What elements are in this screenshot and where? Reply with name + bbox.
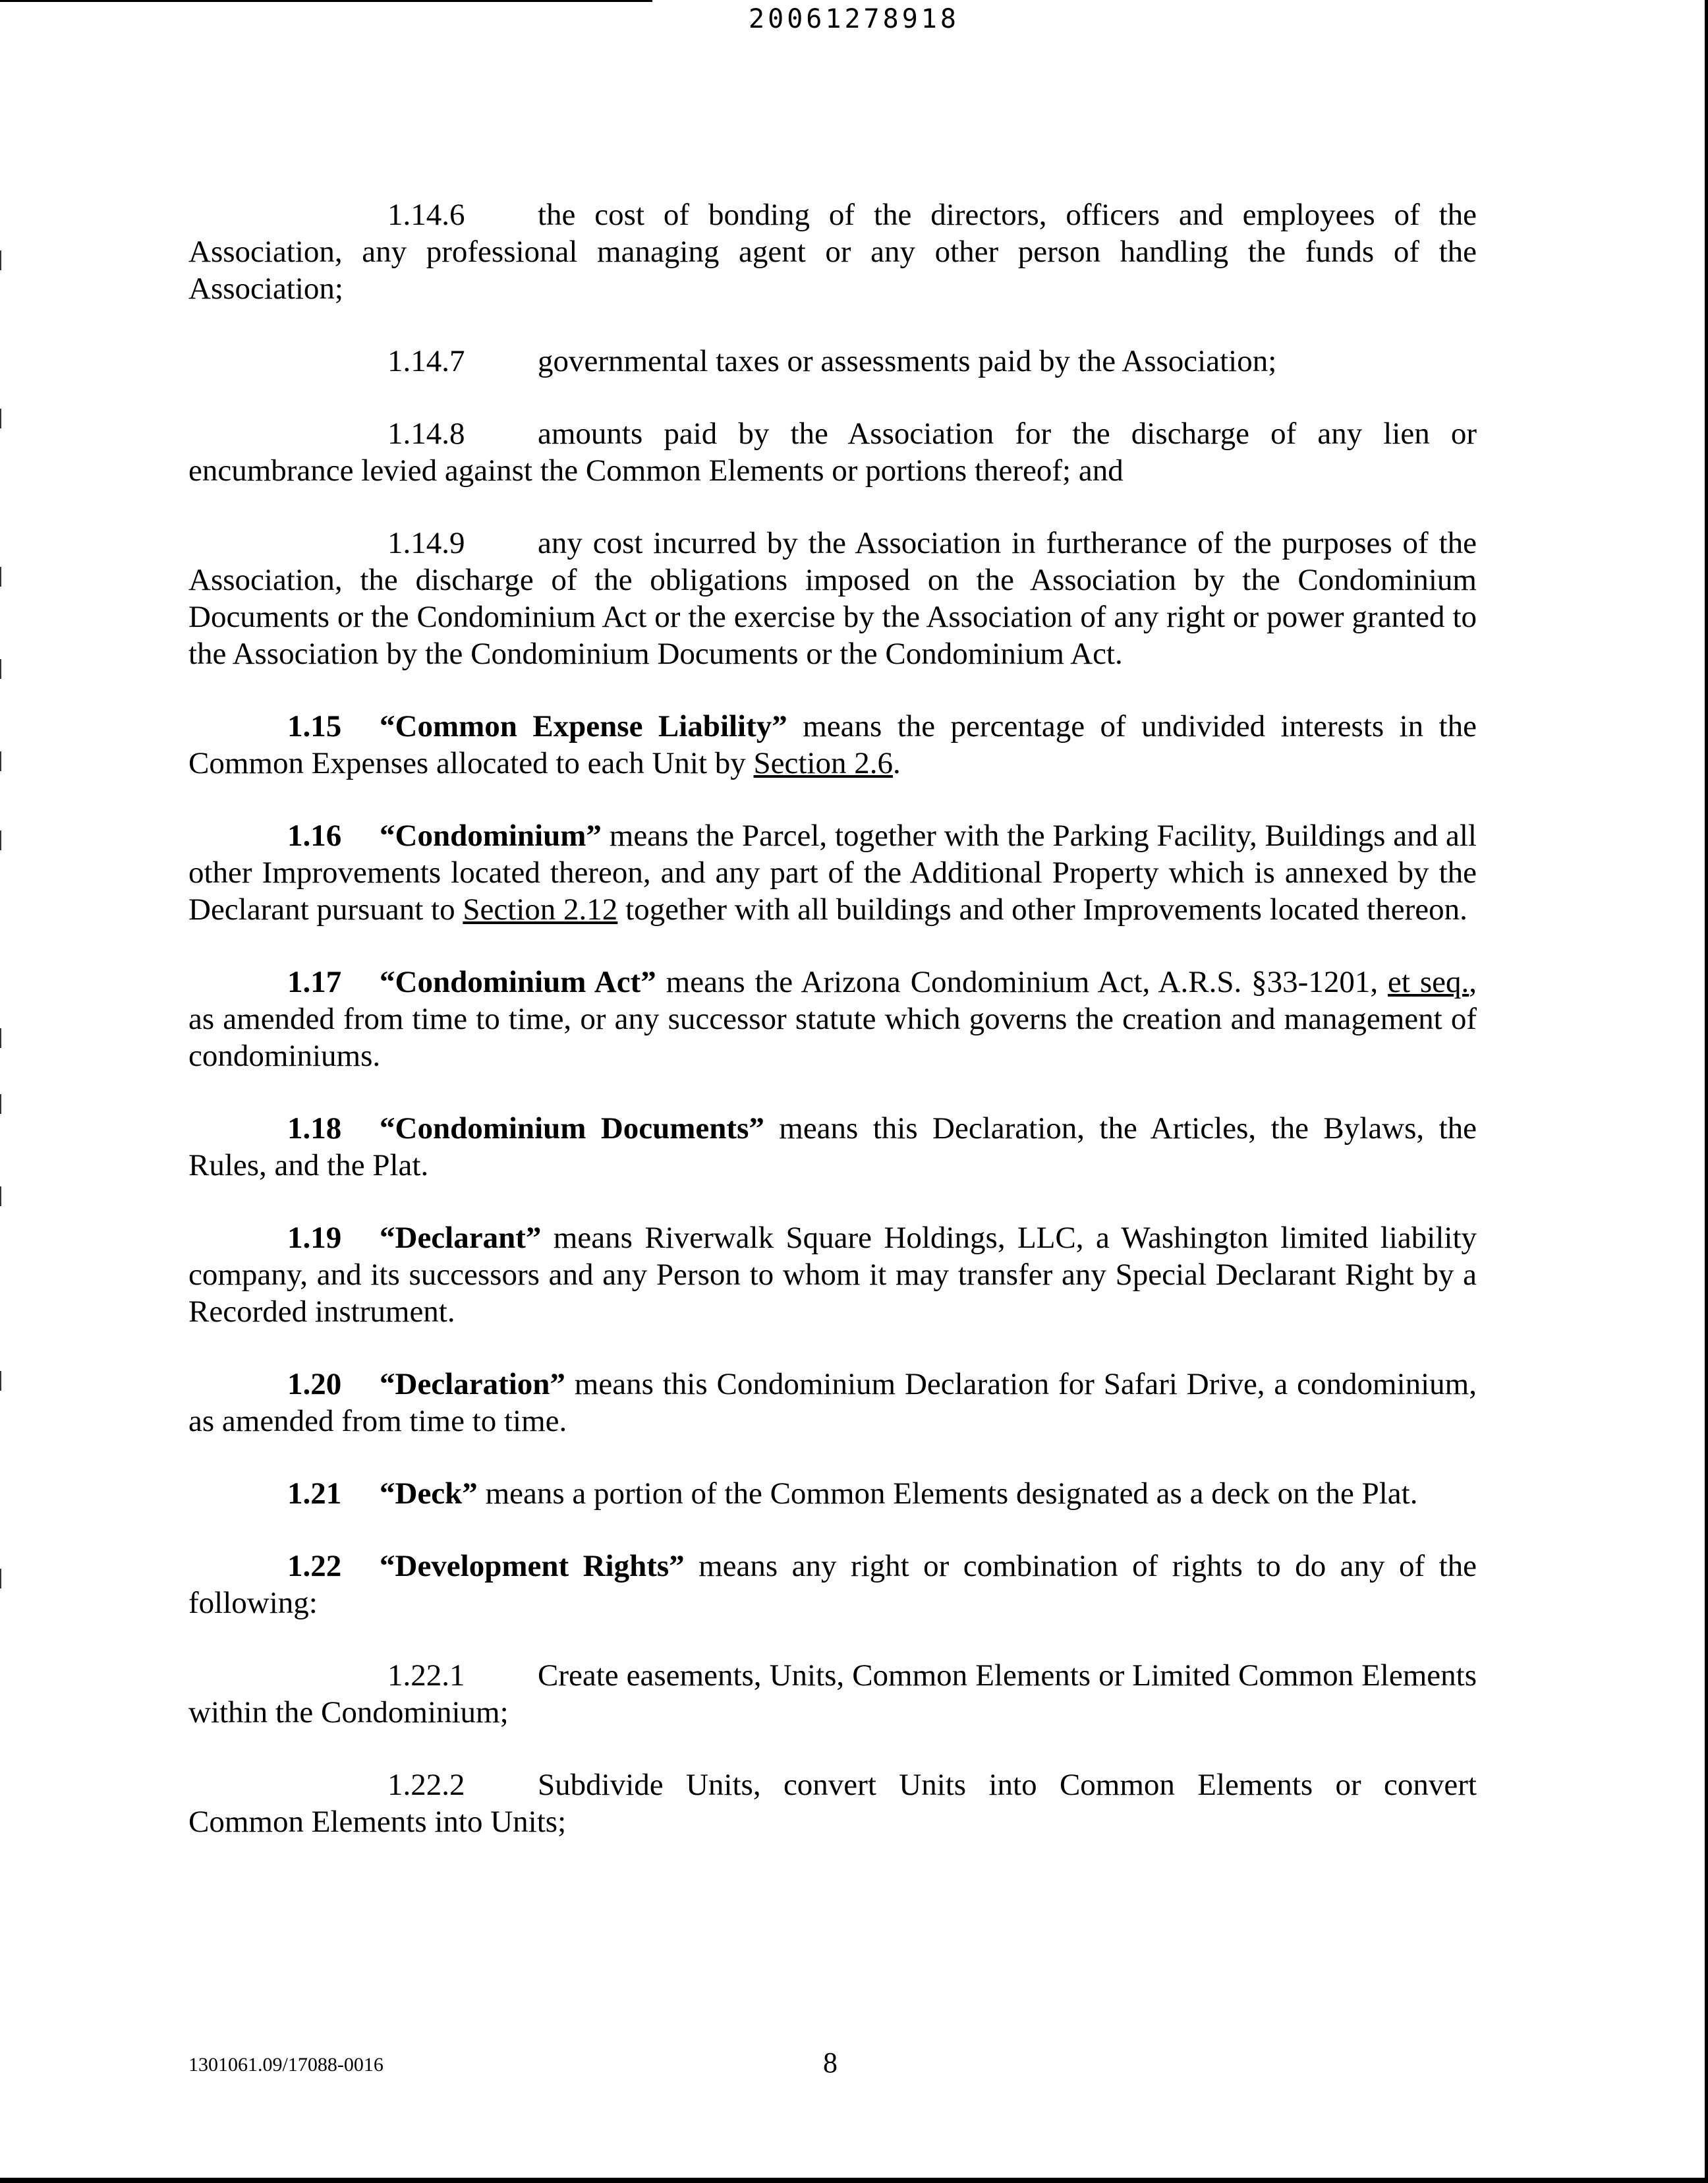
paragraph-text: governmental taxes or assessments paid by the Association; <box>538 344 1277 378</box>
section-number: 1.20 <box>287 1367 342 1401</box>
section-number: 1.14.9 <box>387 526 465 560</box>
definition-text: means this Declaration, the Articles, the Bylaws, the Rules, and the Plat. <box>188 1111 1477 1182</box>
section-number: 1.14.6 <box>387 198 465 232</box>
page-number: 8 <box>823 2047 838 2079</box>
definition-text: means the percentage of undivided interests in the Common Expenses allocated to each Unit by <box>188 709 1477 780</box>
definition-1-16 <box>188 817 1477 928</box>
definition-text: means Riverwalk Square Holdings, LLC, a Washington limited liability company, and its successors and any Person to whom it may transfer any Special Declarant Right by a Recorded instrument. <box>188 1221 1477 1329</box>
bottom-scan-border <box>0 2178 1708 2183</box>
top-rule <box>0 0 652 2</box>
definition-1-19 <box>188 1219 1477 1330</box>
definition-text: means any right or combination of rights to do any of the following: <box>188 1549 1477 1620</box>
definition-text-end: . <box>893 746 901 780</box>
definition-text: means this Condominium Declaration for Safari Drive, a condominium, as amended from time to time. <box>188 1367 1477 1438</box>
definition-1-20 <box>188 1366 1477 1440</box>
definition-text: means the Parcel, together with the Parking Facility, Buildings and all other Improvements located thereon, and any part of the Additional Property which is annexed by the Declarant pursuant to <box>188 819 1477 927</box>
definition-1-18 <box>188 1110 1477 1184</box>
definition-1-17 <box>188 964 1477 1074</box>
definition-1-21 <box>188 1475 1477 1512</box>
definition-text-end: , as amended from time to time, or any successor statute which governs the creation and management of condominiums. <box>188 965 1477 1073</box>
section-number: 1.22 <box>287 1549 342 1583</box>
section-number: 1.18 <box>287 1111 342 1146</box>
paragraph-1-14-8 <box>188 415 1477 489</box>
section-number: 1.17 <box>287 965 342 999</box>
definition-1-22 <box>188 1548 1477 1621</box>
section-reference: Section 2.6 <box>753 746 894 780</box>
section-number: 1.19 <box>287 1221 342 1255</box>
paragraph-text: the cost of bonding of the directors, officers and employees of the Association, any professional managing agent or any other person handling the funds of the Association; <box>188 198 1477 306</box>
paragraph-1-22-2 <box>188 1766 1477 1840</box>
defined-term: “Condominium” <box>380 819 602 853</box>
footer-document-id: 1301061.09/17088-0016 <box>188 2054 384 2076</box>
section-reference: Section 2.12 <box>463 892 618 927</box>
section-number: 1.22.2 <box>387 1768 465 1802</box>
paragraph-1-14-7 <box>188 343 1477 380</box>
paragraph-1-22-1 <box>188 1657 1477 1731</box>
defined-term: “Deck” <box>380 1476 478 1511</box>
recording-number: 20061278918 <box>749 4 959 34</box>
definition-text-end: together with all buildings and other Improvements located thereon. <box>617 892 1467 927</box>
defined-term: “Condominium Documents” <box>380 1111 764 1146</box>
section-number: 1.22.1 <box>387 1658 465 1693</box>
latin-reference: et seq. <box>1388 965 1469 999</box>
defined-term: “Declaration” <box>380 1367 565 1401</box>
definition-text: means a portion of the Common Elements designated as a deck on the Plat. <box>477 1476 1418 1511</box>
defined-term: “Common Expense Liability” <box>380 709 787 743</box>
paragraph-text: amounts paid by the Association for the discharge of any lien or encumbrance levied against the Common Elements or portions thereof; and <box>188 417 1477 488</box>
paragraph-1-14-9 <box>188 525 1477 672</box>
left-binding-marks <box>0 0 3 2183</box>
paragraph-1-14-6 <box>188 196 1477 307</box>
section-number: 1.15 <box>287 709 342 743</box>
definition-1-15 <box>188 708 1477 782</box>
section-number: 1.21 <box>287 1476 342 1511</box>
definition-text: means the Arizona Condominium Act, A.R.S. §33-1201, <box>656 965 1388 999</box>
right-scan-border <box>1705 0 1708 2183</box>
section-number: 1.16 <box>287 819 342 853</box>
defined-term: “Declarant” <box>380 1221 542 1255</box>
section-number: 1.14.7 <box>387 344 465 378</box>
paragraph-text: Create easements, Units, Common Elements or Limited Common Elements within the Condominium; <box>188 1658 1477 1730</box>
defined-term: “Development Rights” <box>380 1549 685 1583</box>
defined-term: “Condominium Act” <box>380 965 656 999</box>
paragraph-text: Subdivide Units, convert Units into Common Elements or convert Common Elements into Units; <box>188 1768 1477 1839</box>
document-body <box>188 196 1477 1876</box>
paragraph-text: any cost incurred by the Association in furtherance of the purposes of the Association, the discharge of the obligations imposed on the Association by the Condominium Documents or the Condominium Act or the exercise by the Association of any right or power granted to the Association by the Condominium Documents or the Condominium Act. <box>188 526 1477 671</box>
section-number: 1.14.8 <box>387 417 465 451</box>
